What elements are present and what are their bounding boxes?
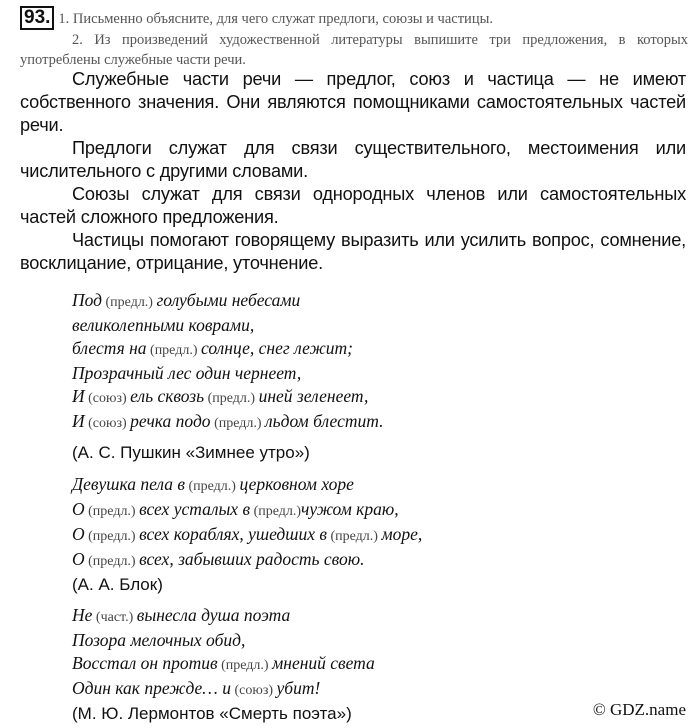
- poem-line: [72, 410, 383, 435]
- part-of-speech-tag: (предл.): [326, 529, 382, 544]
- part-of-speech-tag: (предл.): [185, 479, 240, 494]
- part-of-speech-tag: (част.): [92, 610, 137, 625]
- task-item-2: 2. Из произведений художественной литературы выпишите три предложения, в которых употреблены служебные части речи.: [20, 32, 688, 68]
- poem-lermontov: [72, 604, 375, 725]
- verse-text: всех усталых в: [139, 499, 251, 519]
- poem-source: (А. А. Блок): [72, 575, 163, 594]
- poem-line: [72, 385, 383, 410]
- poem-line: [72, 473, 422, 498]
- verse-text: О: [72, 499, 85, 519]
- verse-text: голубыми небесами: [156, 290, 301, 310]
- verse-text: иней зеленеет,: [258, 386, 369, 406]
- part-of-speech-tag: (предл.): [84, 504, 140, 519]
- answer-paragraph: Предлоги служат для связи существительного, местоимения или числительного с другими словами.: [20, 138, 686, 181]
- verse-text: речка подо: [130, 411, 211, 431]
- verse-text: О: [72, 524, 85, 544]
- part-of-speech-tag: (предл.): [84, 529, 140, 544]
- copyright-watermark: © GDZ.name: [592, 700, 686, 719]
- poem-line: [72, 498, 422, 523]
- verse-text: Восстал он против: [72, 653, 218, 673]
- poem-lines: [72, 289, 383, 435]
- poem-lines: [72, 473, 422, 573]
- answer-paragraph: Служебные части речи — предлог, союз и частица — не имеют собственного значения. Они являются помощниками самостоятельных частей речи.: [20, 69, 686, 135]
- verse-text: И: [72, 411, 85, 431]
- verse-text: блестя на: [72, 338, 147, 358]
- part-of-speech-tag: (союз): [231, 683, 277, 698]
- part-of-speech-tag: (предл.): [102, 295, 157, 310]
- exercise-number: 93.: [20, 6, 54, 30]
- part-of-speech-tag: (предл.): [217, 658, 273, 673]
- verse-text: всех, забывших радость свою.: [139, 549, 365, 569]
- task-item-1: 1. Письменно объясните, для чего служат предлоги, союзы и частицы.: [58, 11, 493, 27]
- poem-line: [72, 548, 422, 573]
- verse-text: море,: [381, 524, 423, 544]
- verse-text: убит!: [276, 678, 321, 698]
- poem-line: [72, 629, 375, 652]
- poem-lines: [72, 604, 375, 702]
- part-of-speech-tag: (союз): [84, 391, 131, 406]
- poem-line: [72, 523, 422, 548]
- verse-text: Девушка пела в: [72, 474, 185, 494]
- verse-text: великолепными коврами,: [72, 315, 255, 335]
- verse-text: солнце, снег лежит;: [201, 338, 353, 358]
- verse-text: О: [72, 549, 85, 569]
- answer-text: [20, 68, 686, 275]
- task-statement: [20, 6, 688, 70]
- verse-text: чужом краю,: [301, 499, 399, 519]
- poem-source: (А. С. Пушкин «Зимнее утро»): [72, 443, 310, 462]
- poem-line: [72, 289, 383, 314]
- verse-text: Один как прежде… и: [72, 678, 231, 698]
- verse-text: всех кораблях, ушедших в: [139, 524, 327, 544]
- part-of-speech-tag: (предл.): [146, 343, 201, 358]
- verse-text: церковном хоре: [239, 474, 354, 494]
- poem-blok: [72, 473, 422, 596]
- verse-text: Не: [72, 605, 93, 625]
- part-of-speech-tag: (предл.): [250, 504, 302, 519]
- answer-paragraph: Частицы помогают говорящему выразить или усилить вопрос, сомнение, восклицание, отрицание, уточнение.: [20, 230, 686, 273]
- poem-line: [72, 314, 383, 337]
- verse-text: вынесла душа поэта: [136, 605, 291, 625]
- verse-text: мнений света: [272, 653, 375, 673]
- poem-pushkin: [72, 289, 383, 464]
- poem-source: (М. Ю. Лермонтов «Смерть поэта»): [72, 704, 352, 723]
- poem-line: [72, 362, 383, 385]
- verse-text: Прозрачный лес один чернеет,: [72, 363, 302, 383]
- part-of-speech-tag: (предл.): [84, 554, 140, 569]
- verse-text: Под: [72, 290, 103, 310]
- part-of-speech-tag: (союз): [84, 416, 131, 431]
- poem-line: [72, 652, 375, 677]
- poem-line: [72, 677, 375, 702]
- poem-line: [72, 604, 375, 629]
- verse-text: ель сквозь: [130, 386, 205, 406]
- part-of-speech-tag: (предл.): [204, 391, 259, 406]
- part-of-speech-tag: (предл.): [210, 416, 266, 431]
- verse-text: льдом блестит.: [265, 411, 384, 431]
- verse-text: И: [72, 386, 85, 406]
- answer-paragraph: Союзы служат для связи однородных членов или самостоятельных частей сложного предложения.: [20, 184, 686, 227]
- poem-line: [72, 337, 383, 362]
- verse-text: Позора мелочных обид,: [72, 630, 246, 650]
